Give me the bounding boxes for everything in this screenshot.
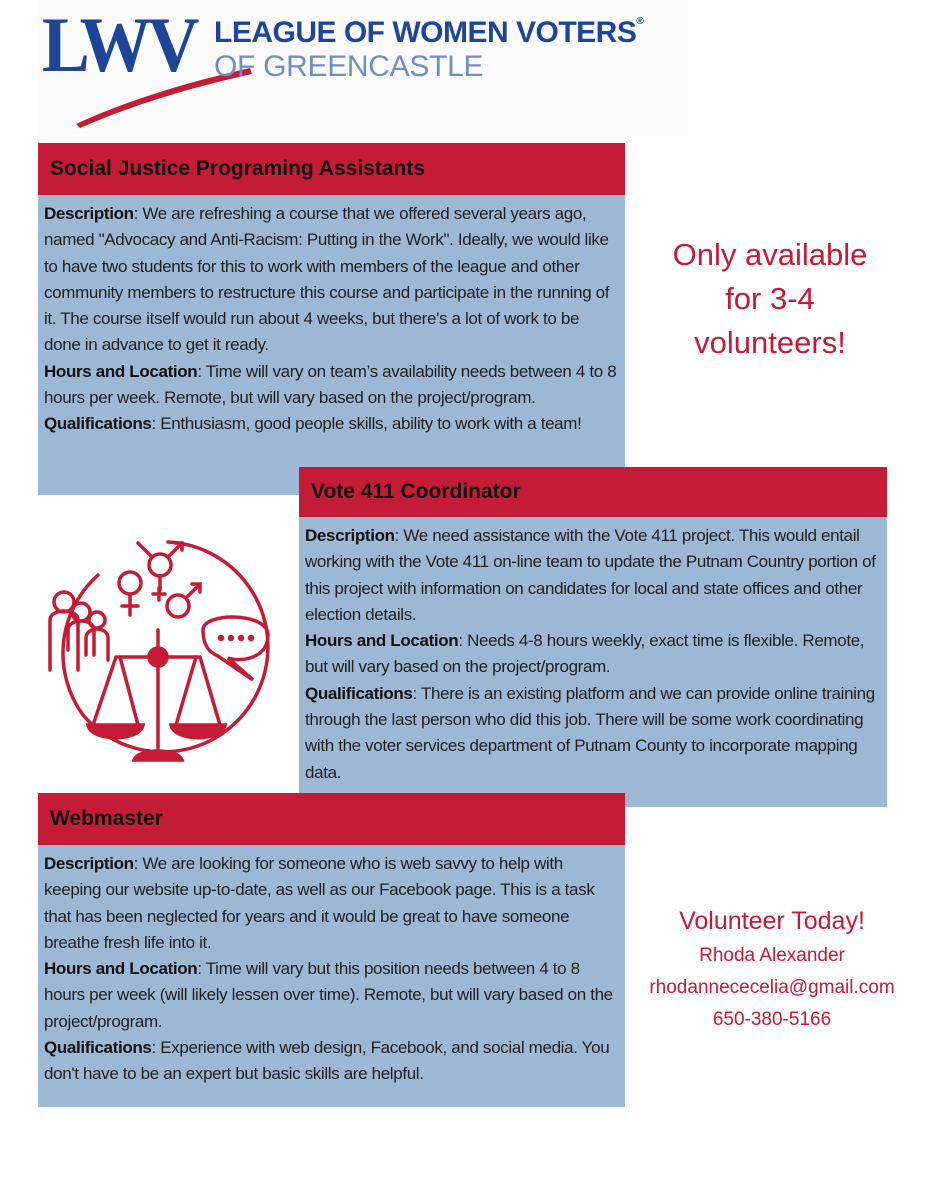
- description-paragraph: Description: We need assistance with the Vote 411 project. This would entail working with the Vote 411 on-line team to update the Putnam Country portion of this project with information on candidates for local and state offices and other election details.: [305, 526, 876, 624]
- contact-name: Rhoda Alexander: [699, 945, 845, 966]
- description-paragraph: Description: We are refreshing a course that we offered several years ago, named "Advocacy and Anti-Racism: Putting in the Work". Ideally, we would like to have two students for this to work with members of the league and other community members to restructure this course and participate in the running of it. The course itself would run about 4 weeks, but there's a lot of work to be done in advance to get it ready.: [44, 204, 610, 355]
- logo-mark: LWV: [42, 1, 196, 88]
- availability-note: [655, 233, 885, 365]
- lwv-logo: [38, 0, 688, 135]
- position-body-webmaster: [38, 845, 625, 1107]
- position-body-vote-411: [299, 517, 887, 807]
- social-justice-scales-gender-icon: [38, 520, 288, 770]
- hours-paragraph: Hours and Location: Needs 4-8 hours weekly, exact time is flexible. Remote, but will vary based on the project/program.: [305, 631, 865, 677]
- position-title-vote-411: Vote 411 Coordinator: [299, 467, 887, 517]
- qualifications-paragraph: Qualifications: Enthusiasm, good people skills, ability to work with a team!: [44, 414, 582, 434]
- hours-paragraph: Hours and Location: Time will vary but this position needs between 4 to 8 hours per week (will likely lessen over time). Remote, but will vary based on the project/program.: [44, 959, 613, 1031]
- registered-mark: ®: [636, 16, 644, 27]
- position-title-webmaster: Webmaster: [38, 793, 625, 845]
- contact-block: [637, 902, 907, 1036]
- availability-line: volunteers!: [694, 325, 846, 360]
- hours-paragraph: Hours and Location: Time will vary on team’s availability needs between 4 to 8 hours per week. Remote, but will vary based on the project/program.: [44, 361, 617, 408]
- qualifications-paragraph: Qualifications: Experience with web design, Facebook, and social media. You don't have to be an expert but basic skills are helpful.: [44, 1038, 610, 1084]
- volunteer-today-heading: Volunteer Today!: [679, 907, 865, 935]
- availability-line: Only available: [672, 237, 868, 272]
- contact-email[interactable]: rhodannececelia@gmail.com: [649, 977, 895, 998]
- availability-line: for 3-4: [725, 281, 815, 316]
- description-paragraph: Description: We are looking for someone who is web savvy to help with keeping our website up-to-date, as well as our Facebook page. This is a task that has been neglected for years and it would be great to have someone breathe fresh life into it.: [44, 854, 595, 952]
- position-title-social-justice: Social Justice Programing Assistants: [38, 143, 625, 195]
- qualifications-paragraph: Qualifications: There is an existing platform and we can provide online training through the last person who did this job. There will be some work coordinating with the voter services department of Putnam County to incorporate mapping data.: [305, 683, 875, 782]
- logo-title-line1: LEAGUE OF WOMEN VOTERS®: [214, 16, 644, 49]
- contact-phone[interactable]: 650-380-5166: [712, 1009, 832, 1030]
- position-body-social-justice: [38, 195, 625, 495]
- logo-title-line2: OF GREENCASTLE: [214, 50, 484, 83]
